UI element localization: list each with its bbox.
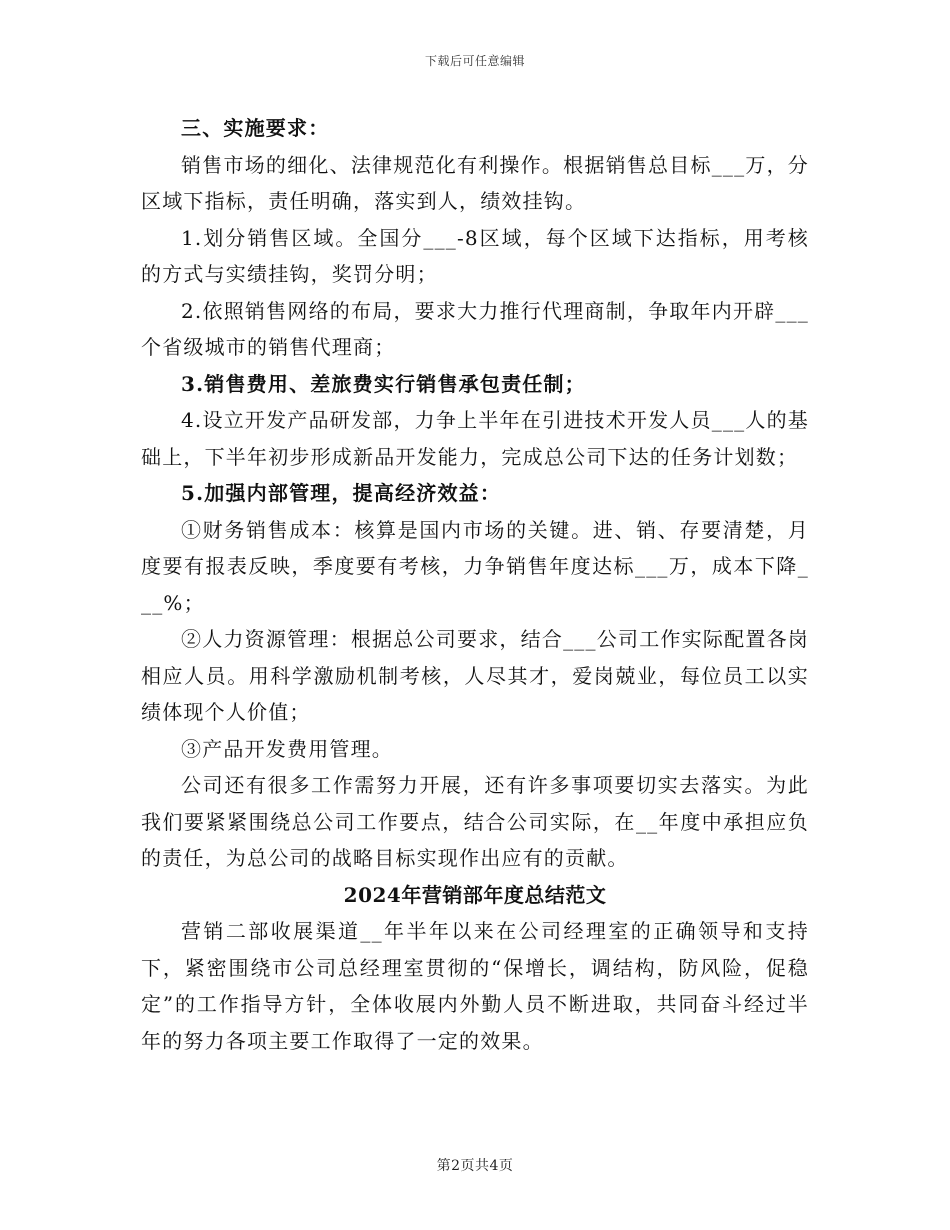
paragraph-item-1: 1.划分销售区域。全国分___-8区域，每个区域下达指标，用考核的方式与实绩挂钩，奖罚分明； (141, 225, 809, 286)
paragraph-item-5: 5.加强内部管理，提高经济效益： (181, 481, 502, 505)
header-note: 下载后可任意编辑 (424, 54, 525, 68)
paragraph-item-3: 3.销售费用、差旅费实行销售承包责任制； (181, 371, 586, 396)
paragraph-sub-2: ②人力资源管理：根据总公司要求，结合___公司工作实际配置各岗相应人员。用科学激励机制考核，人尽其才，爱岗兢业，每位员工以实绩体现个人价值； (141, 627, 809, 724)
paragraph-summary-intro: 营销二部收展渠道__年半年以来在公司经理室的正确领导和支持下，紧密围绕市公司总经理室贯彻的“保增长，调结构，防风险，促稳定”的工作指导方针，全体收展内外勤人员不断进取，共同奋斗经过半年的努力各项主要工作取得了一定的效果。 (141, 919, 809, 1053)
paragraph-item-2: 2.依照销售网络的布局，要求大力推行代理商制，争取年内开辟___个省级城市的销售代理商； (141, 298, 809, 359)
article-title: 2024年营销部年度总结范文 (343, 882, 607, 907)
paragraph-sales-target: 销售市场的细化、法律规范化有利操作。根据销售总目标___万，分区域下指标，责任明确，落实到人，绩效挂钩。 (141, 152, 809, 213)
page-number: 第2页共4页 (436, 1158, 514, 1174)
paragraph-item-4: 4.设立开发产品研发部，力争上半年在引进技术开发人员___人的基础上，下半年初步形成新品开发能力，完成总公司下达的任务计划数； (141, 408, 809, 469)
document-body (141, 110, 809, 1059)
paragraph-sub-1: ①财务销售成本：核算是国内市场的关键。进、销、存要清楚，月度要有报表反映，季度要有考核，力争销售年度达标___万，成本下降___%； (141, 517, 809, 615)
paragraph-sub-3: ③产品开发费用管理。 (181, 736, 393, 761)
paragraph-closing: 公司还有很多工作需努力开展，还有许多事项要切实去落实。为此我们要紧紧围绕总公司工作要点，结合公司实际，在__年度中承担应负的责任，为总公司的战略目标实现作出应有的贡献。 (141, 773, 809, 870)
section-heading-implementation: 三、实施要求： (181, 116, 330, 140)
